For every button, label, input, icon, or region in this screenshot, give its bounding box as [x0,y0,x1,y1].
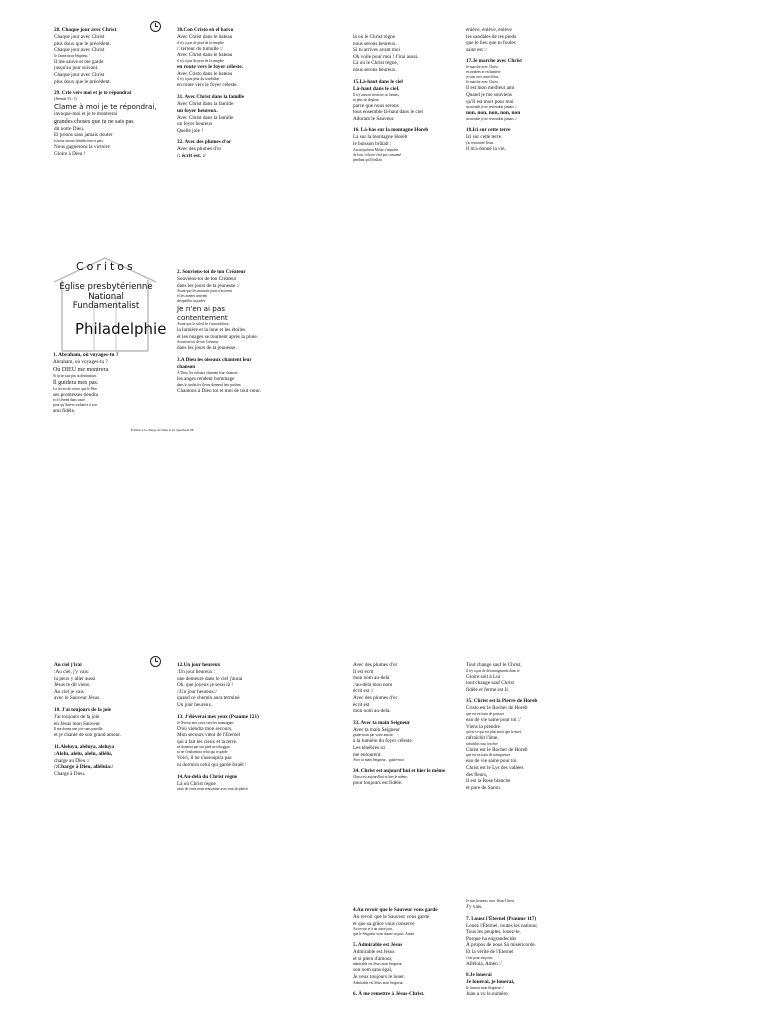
p2-col4 [466,662,537,791]
edition-note: Édition à la charge de Dieu et D. Quemada 08 [131,428,194,432]
song-line: que le Seigneur vous donne sa paix. Amen [353,932,415,937]
song-title: 32. Avec des plumes d'or [177,139,232,146]
song-line: eau de vie saine pour toi :/ [466,716,521,723]
song-line: avec le Sauveur Jésus. [54,695,101,702]
song-line: Tous les peuples, louez-le. [466,929,521,936]
song-line: Louez l'Éternel, toutes les nations; [466,922,538,929]
p2-col2 [177,662,259,792]
song-line: et nous aurons bénédiction et paix. [54,138,104,143]
song-line: Oh, que joyeux je serai là ! [177,682,234,689]
song-title: 28. Chaque jour avec Christ [54,27,117,33]
p2-col6 [466,899,537,998]
song-line: Voici, il ne s'assoupira pas [177,755,232,762]
song-line: Là sur la montagne Horeb [353,134,408,141]
song-line: qui a fait les cieux et la terre. [177,738,238,745]
song-line: Là où Christ règne [177,780,216,787]
song-line: Je louerai, je louerai, [466,979,515,986]
song-line: Je suis heureux avec Jésus-Christ, [466,899,515,903]
song-line: ses promesses tiendra [53,391,98,398]
song-line: qu'est-ce qui est plus aussi que le miel, [466,730,522,735]
song-line: Avec des plumes d'or [177,146,222,153]
song-line: Chaque jour avec Christ [54,34,105,40]
song-title: 5. Admirable est Jésus [353,942,403,949]
song-line: Mon secours vient de l'Eternel [177,732,241,739]
song-line: en route vers le foyer céleste. [177,82,238,89]
song-line: Je n'en ai pas [177,304,226,314]
song-line: son nom sans égal, [353,967,393,974]
song-line: Viens la prendre [466,723,500,730]
song-line: Admirable est Jésus [353,949,395,956]
song-line: mon nom au-delà. [353,708,391,715]
song-line: que le lieu que tu foules [466,40,516,47]
song-line: ni plus de douleur [353,97,379,102]
cover-title: Coritos [76,260,136,273]
song-line: saint est :/ [466,46,488,53]
song-line: Les ténèbres ici [353,744,386,751]
song-line: un foyer heureux [177,121,213,128]
song-line: Christ est le Lys des vallées [466,764,524,771]
song-line: (Jérémie 33 : 3) [54,97,77,102]
song-line: Gloire soit à Lui : [466,673,503,680]
p2-col5 [353,907,438,998]
song-line: écrit est :/ [353,688,374,695]
song-line: à la lumière du foyer céleste. [353,738,413,745]
song-title: 29. Crie vers moi et je te répondrai [54,90,132,97]
song-line: 1. Abraham, où voyages-tu ? [53,352,119,358]
song-line: guide-nous par votre amour [353,733,393,738]
song-line: parce que nous serons [353,102,399,109]
song-line: plus doux que le précédent. [54,78,111,85]
song-line: dans les jours de ta jeunesse. [177,345,237,352]
song-line: /:Un jour heureux:/ [177,688,217,695]
song-line: tout change sauf Christ [466,680,514,687]
song-line: Avec Christ dans le bateau [177,52,233,59]
song-line: Ici sur cette terre [466,134,501,141]
song-line: invoque-moi et je te montrerai [54,111,118,118]
song-line: Admirable est Jésus mon Seigneur. [353,980,404,985]
song-line: que est en train de pousser [466,711,505,716]
song-line: et les nuages se tournent après la pluie. [177,333,258,340]
song-line: rafraîchis tout ton être [466,741,498,746]
song-line: de loin, cela ne s'est pas consumé [353,152,402,157]
song-line: qu'Il est mort pour moi [466,98,514,105]
song-line: Il guidera mes pas. [53,379,99,386]
song-line: non, non, non, non, non [466,110,521,117]
song-line: et je chante de son grand amour. [54,732,121,739]
song-line: me entourent. [353,751,382,758]
song-line: dit notre Dieu. [54,125,85,132]
song-line: Chaque jour avec Christ [54,47,105,54]
p1-col1 [54,27,157,157]
song-line: Gloire à Dieu ! [54,150,86,157]
song-line: j'ai rencontré Jésus [466,140,494,145]
song-line: il n'y a pas de découragement dans le [466,668,520,673]
song-line: Porque ha engrandecido [466,935,517,942]
song-line: en ombres et en lumière [466,70,501,75]
song-line: en Jésus mon Sauveur [54,720,100,727]
p2-col1 [54,662,121,778]
song-line: Chantons à Dieu toi et moi de tout cœur. [177,387,261,394]
song-title: 6. À me remettre à Jésus-Christ. [353,990,425,997]
song-title: 10. J'ai toujours de la joie [54,706,112,713]
song-line: Je marche avec Christ, [466,80,499,85]
song-line: tous ensemble là-haut dans le ciel [353,109,423,116]
song-line: Christ est aujourd'hui et hier le même, [353,775,408,780]
song-line: Abraham, où voyages-tu ? [53,359,108,365]
song-line: Avec des plumes d'or [353,662,398,668]
song-line: au monde je ne reviendrai jamais :/ [466,117,517,122]
song-line: charge au Dieu :/ [54,757,90,764]
song-title: 14.Au-delà du Christ règne [177,773,238,780]
song-title: 12.Un jour heureux [177,662,221,668]
song-line: Avant que le soleil ne s'assombrisse, [177,322,230,327]
song-line: Christ est le Rocher de Horeb [466,746,528,753]
song-line: Je l'aime mon Seigneur, [54,53,89,58]
song-line: il n'y a pas de peur de la tempête [177,58,224,63]
song-line: écrit est [353,701,370,708]
cover-logo [48,254,167,354]
p2-col3 [353,662,445,787]
p1-col4 [466,27,522,152]
song-title: 15.Là-haut dans le ciel [353,78,403,85]
song-line: tu peux y aller aussi [54,675,96,682]
song-line: Là où le Christ règne, [353,60,399,67]
song-title: 11.Aleluya, aleluya, aleluya [54,743,115,750]
song-line: pour toujours est fidèle. [353,780,403,787]
song-line: Avec Christ dans le bateau [177,34,233,40]
song-line: admirable est Jésus mon Seigneur, [353,962,403,967]
song-line: pendant qu'il brûlait [353,157,382,162]
song-line: ni ne s'endormira celui qui te garde [177,750,228,755]
song-line: un foyer heureux. [177,107,218,114]
song-line: À propos de nous Sa miséricorde. [466,942,537,949]
song-line: eau de vie saine pour toi. [466,758,518,765]
song-title: 33. Avec ta main Seigneur [353,719,411,726]
song-line: Avec des plumes d'or [353,694,398,701]
song-line: plus doux que le précédent. [54,40,111,47]
song-line: enlève, enlève, enlève [466,27,512,33]
song-line: nous serons heureux. [353,40,397,47]
song-line: Souviens-toi de ton Créateur [177,340,219,345]
cover-philadelphie: Philadelphie [75,320,167,338]
song-line: J'ai toujours de la joie [54,713,100,720]
song-line: jusqu'au jour suivant. [54,65,99,72]
song-line: Avec Cristo dans le bateau [177,70,233,77]
song-line: Avec Christ dans la famille [177,114,234,121]
song-line: /:Charge à Dieu, alléluia:/ [54,764,114,771]
song-line: J'y vais. [466,904,483,910]
song-line: Au ciel je vais [54,688,84,695]
song-title: 13. J'élèverai mes yeux (Psaume 121) [177,713,259,720]
p1-col3 [353,34,428,163]
song-line: :Un jour heureux : [177,669,216,675]
song-line: dans les jours de ta jeunesse :/ [177,282,240,289]
song-line: des fleurs, [466,771,488,778]
song-line: Il est la Rose blanche [466,778,511,785]
song-title: 17.Je marche avec Christ [466,58,522,65]
song-title: 8.Je louerai [466,972,492,979]
song-line: Avec ta main Seigneur [353,726,401,733]
song-title: 2. Souviens-toi de ton Créateur [177,269,246,275]
song-line: Je louerai mon Seigneur :/ [466,986,504,991]
song-line: desquelles tu parles [177,299,206,304]
song-title: 31. Avec Christ dans la famille [177,93,245,100]
song-line: je suis avec mon Jésus. [466,75,500,80]
p1-col5 [53,352,119,415]
song-line: Il est écrit [353,668,374,675]
clock-icon [150,656,161,667]
song-line: Et la vérité de l'Eternel [466,948,514,955]
song-line: et il s'étend dans toute [53,398,85,403]
song-title: 7. Louez l'Éternel (Psaume 117) [466,915,537,922]
song-line: Charge à Dieu. [54,771,86,778]
song-line: Alléluia, Amen :/ [466,960,502,967]
song-line: D'où viendra mon secours, [177,725,233,732]
song-title: 18.Ici sur cette terre [466,127,511,134]
song-line: ni dormira celui qui garde Israël : [177,761,247,768]
song-line: nous de votre nous rencontrer avec tout de plaisir [177,787,248,792]
song-line: ami fidèle. [53,408,76,415]
song-line: Il me donne une joie sans pareille [54,727,103,732]
song-line: Chaque jour avec Christ [54,71,105,78]
song-line: Tout change sauf le Christ, [466,662,522,668]
song-line: la lumière et la lune et les étoiles [177,327,246,334]
song-line: Je lèverai mes yeux vers les montagnes [177,720,234,725]
song-line: que est en train de transgresser [466,753,511,758]
song-line: en route vers le foyer céleste. [177,63,243,70]
cover-church-name: Eglise presbytérienne National Fundamentalist [59,282,153,312]
song-line: Juan a vu le numéro [466,991,508,998]
song-line: Je veux toujours le louer. [353,973,406,980]
song-line: Avec ta main Seigneur... guide-moi. [353,758,405,763]
song-line: Il est mon meilleur ami [466,85,515,92]
song-line: Au revoir que le Sauveur vous garde [353,914,430,920]
p1-col2 [177,27,244,160]
song-line: Aucun présent Moïse s'inquiète [353,147,399,152]
song-title: chanson [177,363,196,370]
song-line: :Alelu, alelu, alelu, allélu, [54,750,113,757]
song-line: :Au ciel, j'y vais: [54,669,90,675]
song-line: mon nom au-delà [353,675,390,682]
song-line: Il n'y aura ni tristesse, ni larmes, [353,92,400,97]
song-line: et les années arrivent [177,294,208,299]
song-line: pour qu'Amen confiance à son [53,403,97,408]
song-line: Avec Christ dans la famille [177,100,234,107]
song-line: contentement [177,313,228,323]
song-line: Un jour heureux. [177,701,213,708]
song-title: 30.Con Cristo en el barco [177,27,234,33]
song-line: À Dieu, les oiseaux chantent leur chanson [177,370,238,375]
song-line: Je marche avec Christ, [466,65,499,70]
song-line: Souviens-toi de ton Créateur [177,276,237,282]
song-line: Et prions sans jamais douter [54,132,113,139]
song-title: 35. Christ est la Pierre de Horeb [466,698,538,705]
song-line: au monde je ne reviendrai jamais :/ [466,105,517,110]
song-line: rafraîchit l'âme, [466,735,499,742]
song-line: Clame à moi je te répondrai, [54,102,157,112]
song-line: c'est pour toujours [466,955,493,960]
song-line: Si tu arrives avant moi [353,47,400,54]
song-line: le buisson brûlait : [353,140,392,147]
song-line: ne donnera pas ton pied au toboggan [177,745,230,750]
song-line: il n'y a pas peur du tourbillon [177,77,220,82]
song-line: Quelle joie ! [177,127,203,134]
song-line: Avant que les mauvais jours n'arrivent [177,289,232,294]
song-line: /: écrit est. :/ [177,152,206,159]
song-line: les sandales de tes pieds [466,33,517,40]
song-line: les anges rendent hommage [177,375,235,382]
song-line: Quand je me souviens [466,91,512,98]
song-line: Où DIEU me montrera. [53,366,110,373]
song-line: quand ce chemin aura terminé [177,695,240,702]
song-line: Si tu ne sais pas ta destination. [53,373,98,378]
song-line: Au revoir et à un autre jour, [353,927,393,932]
song-line: /: terreur du tumulte :/ [177,45,223,52]
song-line: dans le jardin les fleurs donnent leur parfum [177,382,241,387]
song-line: Oh voile pour moi ! J'irai aussi. [353,53,419,60]
song-line: une demeure dans le ciel j'aurai [177,675,243,682]
song-line: il n'y a pas de peur de la tempête [177,40,224,45]
song-title: Au ciel j'irai [54,662,82,668]
song-line: là où le Christ règne [353,34,396,40]
song-line: grandes choses que tu ne sais pas [54,118,134,125]
song-line: fidèle et ferme est Il. [466,686,510,693]
song-line: La foi est de croire que le Père [53,386,98,391]
song-title: 34. Christ est aujourd'hui et hier le même [353,768,446,775]
song-title: 16. Là-bas sur la montagne Horeb [353,127,429,134]
song-line: Il me sauve et me garde [54,58,104,65]
song-line: Jésus te dit viens [54,682,90,689]
song-line: Il m'a donné la vie, [466,145,506,152]
song-line: Adorant le Sauveur. [353,115,395,122]
p1-col6 [177,269,261,394]
song-line: nous serons heureux. [353,66,397,73]
song-title: 3.A Dieu les oiseaux chantent leur [177,356,252,363]
song-line: Là-haut dans le ciel. [353,85,400,92]
song-line: et si plein d'amour, [353,955,393,962]
song-line: :/au-delà mon nom [353,681,393,688]
song-line: et pure de Saron. [466,784,502,791]
song-line: Nous gagnerons la victoire [54,143,110,150]
song-line: Cristo est le Rocher de Horeb [466,705,528,712]
song-line: et que sa grâce vous conserve [353,920,415,927]
song-title: 4.Au revoir que le Sauveur vous garde [353,907,438,913]
